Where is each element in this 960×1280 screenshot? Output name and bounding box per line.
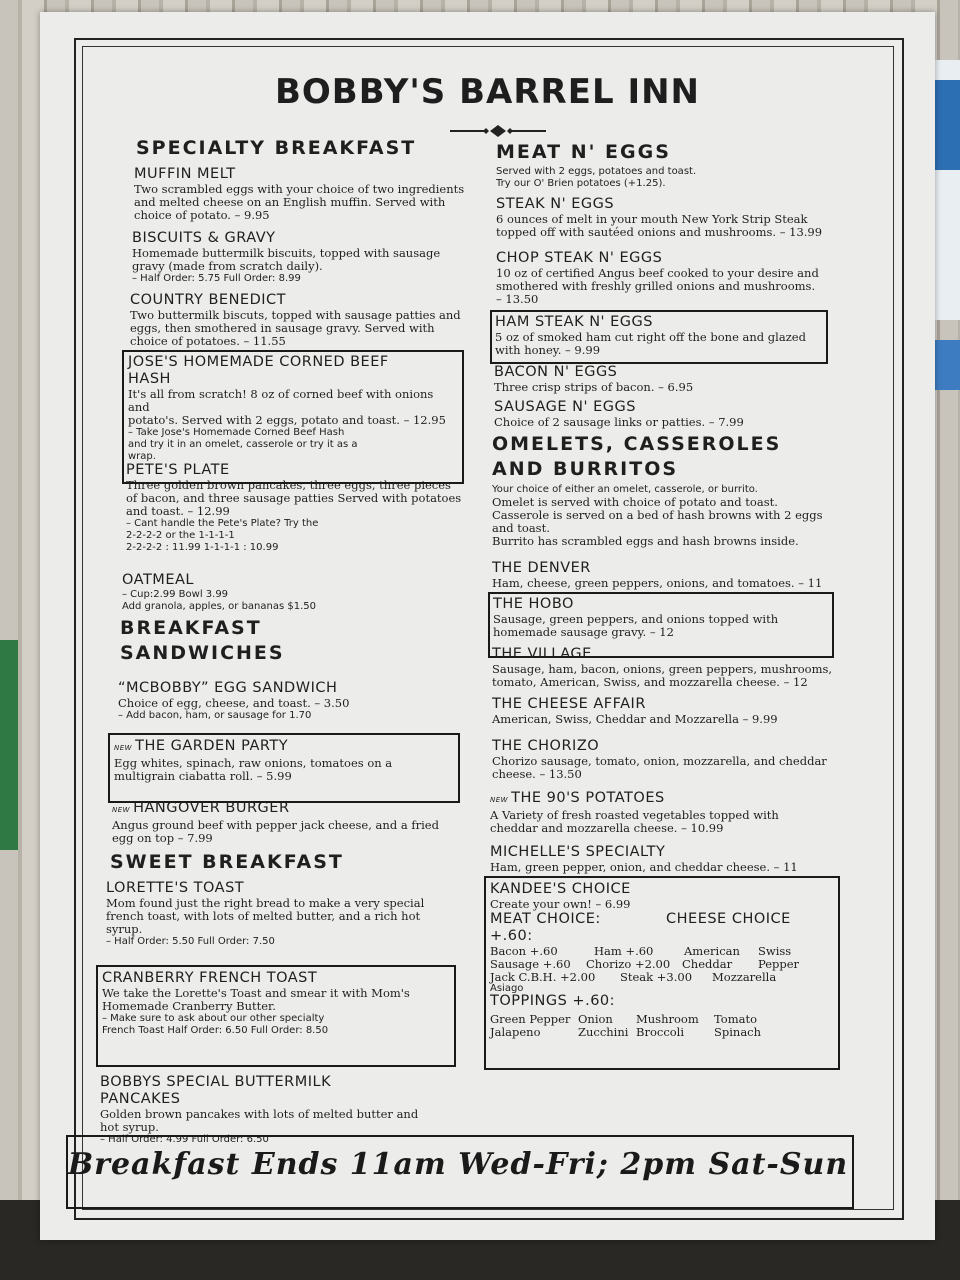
meat-choice-heading: MEAT CHOICE: — [490, 911, 601, 927]
option: Asiago — [490, 983, 524, 994]
footer-breakfast-hours: Breakfast Ends 11am Wed-Fri; 2pm Sat-Sun — [67, 1147, 849, 1182]
option: Mozzarella — [712, 970, 777, 984]
item-note: and try it in an omelet, casserole or try it as a — [128, 439, 358, 450]
item-name: THE VILLAGE — [492, 646, 592, 662]
ornament-divider-icon — [450, 125, 546, 137]
item-desc: eggs, then smothered in sausage gravy. Served with — [130, 321, 435, 335]
option: Sausage +.60 — [490, 957, 571, 971]
item-desc: syrup. — [106, 922, 143, 936]
item-name: OATMEAL — [122, 572, 194, 588]
item-note: – Make sure to ask about our other specialty — [102, 1013, 325, 1024]
item-name: SAUSAGE N' EGGS — [494, 399, 636, 415]
item-desc: Sausage, ham, bacon, onions, green peppers, mushrooms, — [492, 662, 833, 676]
intro-line: Casserole is served on a bed of hash browns with 2 eggs — [492, 508, 823, 522]
item-desc: Choice of egg, cheese, and toast. – 3.50 — [118, 696, 350, 710]
item-garden-party — [114, 738, 454, 783]
intro-line: Burrito has scrambled eggs and hash browns inside. — [492, 534, 799, 548]
item-note: Add granola, apples, or bananas $1.50 — [122, 601, 316, 612]
option: Tomato — [714, 1012, 758, 1026]
heading-line: SANDWICHES — [120, 642, 285, 664]
item-oatmeal — [122, 572, 467, 613]
item-name: MUFFIN MELT — [134, 166, 236, 182]
item-denver — [492, 560, 862, 590]
item-note: 2-2-2-2 : 11.99 1-1-1-1 : 10.99 — [126, 542, 279, 553]
item-name: MICHELLE'S SPECIALTY — [490, 844, 666, 860]
item-desc: It's all from scratch! 8 oz of corned beef with onions and — [128, 387, 434, 414]
item-desc: cheddar and mozzarella cheese. – 10.99 — [490, 821, 724, 835]
option: Chorizo +2.00 — [586, 957, 671, 971]
option: Swiss — [758, 944, 792, 958]
option: Mushroom — [636, 1012, 699, 1026]
item-name: BOBBYS SPECIAL BUTTERMILK — [100, 1074, 332, 1090]
item-desc: 6 ounces of melt in your mouth New York Strip Steak — [496, 212, 808, 226]
option: Zucchini — [578, 1025, 629, 1039]
kandee-choice-headings — [490, 911, 835, 928]
item-note: wrap. — [128, 451, 156, 462]
item-biscuits-gravy — [132, 230, 472, 285]
toppings-heading: TOPPINGS +.60: — [490, 993, 616, 1009]
heading-line: OMELETS, CASSEROLES — [492, 433, 782, 455]
item-desc: tomato, American, Swiss, and mozzarella cheese. – 12 — [492, 675, 808, 689]
item-name: LORETTE'S TOAST — [106, 880, 245, 896]
item-ham-steak — [495, 314, 825, 357]
item-name: CHOP STEAK N' EGGS — [496, 250, 663, 266]
item-muffin-melt — [134, 166, 474, 222]
item-country-benedict — [130, 292, 475, 348]
item-name: CRANBERRY FRENCH TOAST — [102, 970, 318, 986]
item-name: COUNTRY BENEDICT — [130, 292, 287, 308]
item-name: PETE'S PLATE — [126, 462, 230, 478]
new-badge: NEW — [114, 744, 133, 752]
background-green-object — [0, 640, 18, 850]
item-desc: hot syrup. — [100, 1120, 159, 1134]
item-desc: Mom found just the right bread to make a very special — [106, 896, 425, 910]
item-90s-potatoes — [490, 790, 860, 835]
meat-choice-price: +.60: — [490, 928, 533, 944]
kandee-row — [490, 971, 835, 984]
item-name: PANCAKES — [100, 1091, 181, 1107]
item-corned-beef-hash — [128, 354, 458, 463]
item-name: STEAK N' EGGS — [496, 196, 615, 212]
item-kandees-choice — [490, 881, 835, 1039]
option: American — [684, 944, 740, 958]
item-desc: Homemade Cranberry Butter. — [102, 999, 276, 1013]
item-desc: American, Swiss, Cheddar and Mozzarella – 9.99 — [492, 712, 778, 726]
item-desc: and melted cheese on an English muffin. Served with — [134, 195, 446, 209]
new-badge: NEW — [490, 796, 509, 804]
item-desc: choice of potato. – 9.95 — [134, 208, 270, 222]
intro-line: Served with 2 eggs, potatoes and toast. — [496, 166, 697, 177]
menu-title: BOBBY'S BARREL INN — [274, 72, 701, 112]
omelets-intro — [492, 484, 862, 548]
item-name: THE CHEESE AFFAIR — [492, 696, 646, 712]
item-desc: multigrain ciabatta roll. – 5.99 — [114, 769, 292, 783]
item-desc: Three crisp strips of bacon. – 6.95 — [494, 380, 694, 394]
option: Jalapeno — [490, 1025, 541, 1039]
item-desc: homemade sausage gravy. – 12 — [493, 625, 674, 639]
item-steak-eggs — [496, 196, 866, 239]
section-heading-omelets — [492, 432, 781, 482]
intro-line: and toast. — [492, 521, 550, 535]
item-desc: Sausage, green peppers, and onions topped with — [493, 612, 779, 626]
intro-line: Try our O' Brien potatoes (+1.25). — [496, 178, 666, 189]
item-hangover-burger — [112, 800, 462, 845]
item-petes-plate — [126, 462, 471, 554]
section-heading-meat: MEAT N' EGGS — [496, 141, 671, 163]
option: Green Pepper — [490, 1012, 571, 1026]
item-note: – Cant handle the Pete's Plate? Try the — [126, 518, 319, 529]
intro-line: Your choice of either an omelet, casserole, or burrito. — [492, 484, 758, 495]
item-desc: gravy (made from scratch daily). — [132, 259, 323, 273]
item-note: – Cup:2.99 Bowl 3.99 — [122, 589, 229, 600]
item-bacon-eggs — [494, 364, 854, 394]
item-name: HASH — [128, 371, 171, 387]
item-desc: We take the Lorette's Toast and smear it with Mom's — [102, 986, 410, 1000]
item-cranberry-toast — [102, 970, 447, 1037]
new-badge: NEW — [112, 806, 131, 814]
option: Ham +.60 — [594, 944, 654, 958]
item-desc: french toast, with lots of melted butter, and a rich hot — [106, 909, 421, 923]
item-cheese-affair — [492, 696, 862, 726]
item-chop-steak — [496, 250, 866, 306]
item-desc: of bacon, and three sausage patties Served with potatoes — [126, 491, 462, 505]
section-heading-specialty: SPECIALTY BREAKFAST — [136, 137, 417, 159]
item-note: 2-2-2-2 or the 1-1-1-1 — [126, 530, 235, 541]
option: Broccoli — [636, 1025, 685, 1039]
item-name — [112, 800, 462, 819]
item-desc: Homemade buttermilk biscuits, topped with sausage — [132, 246, 441, 260]
item-name: THE CHORIZO — [492, 738, 600, 754]
item-mcbobby — [118, 680, 468, 722]
option: Onion — [578, 1012, 613, 1026]
item-chorizo — [492, 738, 862, 781]
item-name: BACON N' EGGS — [494, 364, 618, 380]
item-lorettes-toast — [106, 880, 456, 948]
item-desc: with honey. – 9.99 — [495, 343, 601, 357]
item-name-text: THE 90'S POTATOES — [511, 790, 665, 806]
item-name: KANDEE'S CHOICE — [490, 881, 631, 897]
section-heading-sweet: SWEET BREAKFAST — [110, 851, 344, 873]
option: Steak +3.00 — [620, 970, 693, 984]
item-name: BISCUITS & GRAVY — [132, 230, 276, 246]
option: Pepper — [758, 957, 800, 971]
item-desc: cheese. – 13.50 — [492, 767, 582, 781]
item-desc: 10 oz of certified Angus beef cooked to your desire and — [496, 266, 819, 280]
item-desc: Two buttermilk biscuts, topped with sausage patties and — [130, 308, 461, 322]
item-desc: smothered with freshly grilled onions and mushrooms. — [496, 279, 816, 293]
item-desc: 5 oz of smoked ham cut right off the bone and glazed — [495, 330, 806, 344]
item-name: HAM STEAK N' EGGS — [495, 314, 653, 330]
item-note: – Add bacon, ham, or sausage for 1.70 — [118, 710, 312, 721]
item-note: – Half Order: 4.99 Full Order: 6.50 — [100, 1134, 269, 1145]
option: Bacon +.60 — [490, 944, 558, 958]
item-desc: and toast. – 12.99 — [126, 504, 230, 518]
item-name — [490, 790, 860, 809]
option: Spinach — [714, 1025, 762, 1039]
item-note: French Toast Half Order: 6.50 Full Order: 8.50 — [102, 1025, 329, 1036]
meat-intro — [496, 166, 856, 190]
item-note: – Half Order: 5.50 Full Order: 7.50 — [106, 936, 275, 947]
item-desc: potato's. Served with 2 eggs, potato and toast. – 12.95 — [128, 413, 446, 427]
heading-line: AND BURRITOS — [492, 458, 679, 480]
item-desc: topped off with sautéed onions and mushrooms. – 13.99 — [496, 225, 823, 239]
item-desc: Ham, green pepper, onion, and cheddar cheese. – 11 — [490, 860, 798, 874]
item-desc: Golden brown pancakes with lots of melted butter and — [100, 1107, 419, 1121]
item-name: JOSE'S HOMEMADE CORNED BEEF — [128, 354, 389, 370]
item-village — [492, 646, 867, 689]
item-name — [114, 738, 454, 757]
item-desc: Three golden brown pancakes, three eggs, three pieces — [126, 478, 451, 492]
item-desc: Create your own! – 6.99 — [490, 897, 631, 911]
item-desc: Egg whites, spinach, raw onions, tomatoes on a — [114, 756, 393, 770]
section-heading-sandwiches — [120, 616, 285, 666]
item-hobo — [493, 596, 828, 639]
item-desc: egg on top – 7.99 — [112, 831, 213, 845]
item-desc: A Variety of fresh roasted vegetables topped with — [490, 808, 779, 822]
item-desc: Angus ground beef with pepper jack cheese, and a fried — [112, 818, 439, 832]
item-name: THE DENVER — [492, 560, 591, 576]
item-name-text: HANGOVER BURGER — [133, 800, 290, 816]
item-note: – Take Jose's Homemade Corned Beef Hash — [128, 427, 345, 438]
intro-line: Omelet is served with choice of potato and toast. — [492, 495, 778, 509]
item-desc: Two scrambled eggs with your choice of two ingredients — [134, 182, 465, 196]
item-desc: choice of potatoes. – 11.55 — [130, 334, 286, 348]
menu-sheet — [40, 12, 935, 1240]
item-desc: Chorizo sausage, tomato, onion, mozzarella, and cheddar — [492, 754, 827, 768]
item-michelles-specialty — [490, 844, 860, 874]
item-name: THE HOBO — [493, 596, 574, 612]
item-desc: Ham, cheese, green peppers, onions, and tomatoes. – 11 — [492, 576, 823, 590]
item-desc: Choice of 2 sausage links or patties. – 7.99 — [494, 415, 744, 429]
cheese-choice-heading: CHEESE CHOICE — [666, 911, 791, 927]
heading-line: BREAKFAST — [120, 617, 262, 639]
item-sausage-eggs — [494, 399, 854, 429]
option: Jack C.B.H. +2.00 — [490, 970, 596, 984]
item-name: “MCBOBBY” EGG SANDWICH — [118, 680, 338, 696]
option: Cheddar — [682, 957, 733, 971]
item-name-text: THE GARDEN PARTY — [135, 738, 289, 754]
item-note: – Half Order: 5.75 Full Order: 8.99 — [132, 273, 301, 284]
item-desc: – 13.50 — [496, 292, 539, 306]
toppings-row — [490, 1026, 835, 1039]
